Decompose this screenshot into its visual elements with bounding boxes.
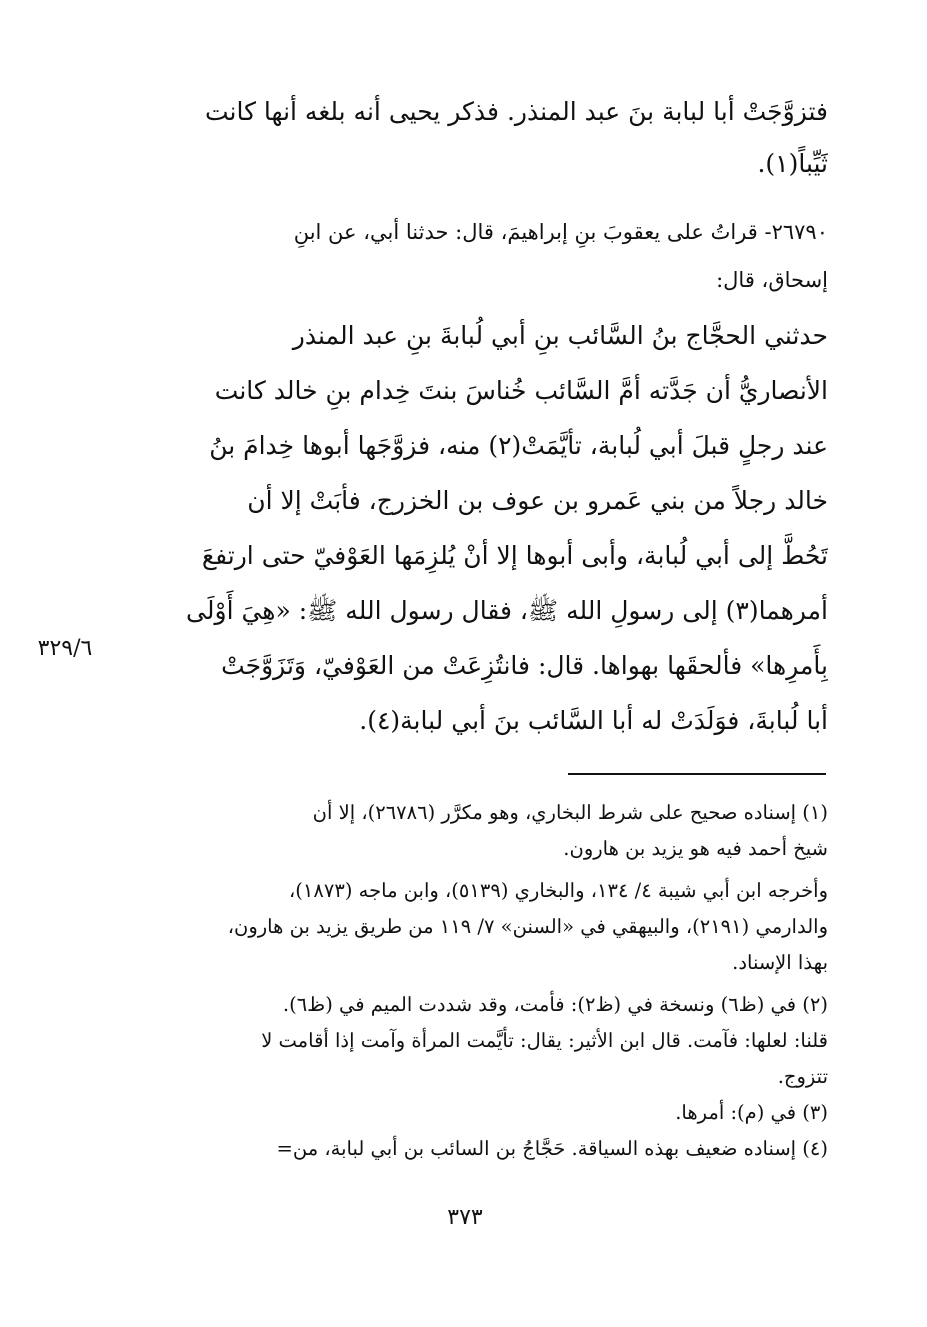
hadith-line-8: أبا لُبابةَ، فوَلَدَتْ له أبا السَّائب بنَ أبي لبابة(٤). [359,706,828,735]
footnote-separator [568,773,826,775]
footnote-line-8: تتزوج. [777,1065,828,1088]
hadith-isnad [128,208,828,304]
page-number: ٣٧٣ [447,1205,483,1230]
hadith-line-2: الأنصاريُّ أن جَدَّته أمَّ السَّائب خُناسَ بنتَ خِدام بنِ خالد كانت [214,376,828,405]
hadith-line-1: حدثني الحجَّاج بنُ السَّائب بنِ أبي لُبابةَ بنِ عبد المنذر [292,321,828,350]
footnotes [120,795,828,1167]
footnote-line-2: شيخ أحمد فيه هو يزيد بن هارون. [563,837,828,860]
footnote-line-3: وأخرجه ابن أبي شيبة ٤/ ١٣٤، والبخاري (٥١٣٩)، وابن ماجه (١٨٧٣)، [289,879,828,902]
footnote-line-9: (٣) في (م): أمرها. [675,1101,828,1124]
intro-line-1: فتزوَّجَتْ أبا لبابة بنَ عبد المنذر. فذكر يحيى أنه بلغه أنها كانت [204,97,828,126]
isnad-line-2: إسحاق، قال: [716,268,828,292]
hadith-line-3: عند رجلٍ قبلَ أبي لُبابة، تأيَّمَتْ(٢) منه، فزوَّجَها أبوها خِدامَ بنُ [209,431,828,460]
intro-paragraph [128,86,828,190]
footnote-line-4: والدارمي (٢١٩١)، والبيهقي في «السنن» ٧/ ١١٩ من طريق يزيد بن هارون، [227,915,828,938]
footnote-line-7: قلنا: لعلها: فآمت. قال ابن الأثير: يقال: تأيَّمت المرأة وآمت إذا أقامت لا [261,1029,828,1052]
footnote-line-5: بهذا الإسناد. [732,951,828,974]
footnote-line-10: (٤) إسناده ضعيف بهذه السياقة. حَجَّاجُ بن السائب بن أبي لبابة، من= [276,1137,828,1160]
isnad-line-1: ٢٦٧٩٠- قراتُ على يعقوبَ بنِ إبراهيمَ، قال: حدثنا أبي، عن ابنِ [293,220,828,244]
footnote-line-1: (١) إسناده صحيح على شرط البخاري، وهو مكرَّر (٢٦٧٨٦)، إلا أن [312,801,828,824]
hadith-text [128,308,828,748]
hadith-line-4: خالد رجلاً من بني عَمرو بن عوف بن الخزرج، فأبَتْ إلا أن [247,486,828,515]
hadith-line-5: تَحُطَّ إلى أبي لُبابة، وأبى أبوها إلا أنْ يُلزِمَها العَوْفيّ حتى ارتفعَ [201,541,828,570]
intro-line-2: ثَيِّباً(١). [757,149,828,178]
hadith-line-7: بِأَمرِها» فألحقَها بهواها. قال: فانتُزِعَتْ من العَوْفيّ، وَتَزَوَّجَتْ [221,651,828,680]
margin-reference: ٣٢٩/٦ [37,636,93,661]
footnote-line-6: (٢) في (ظ٦) ونسخة في (ظ٢): فأمت، وقد شددت الميم في (ظ٦). [282,993,828,1016]
hadith-line-6: أمرهما(٣) إلى رسولِ الله ﷺ، فقال رسول الله ﷺ: «هِيَ أَوْلَى [186,596,828,625]
